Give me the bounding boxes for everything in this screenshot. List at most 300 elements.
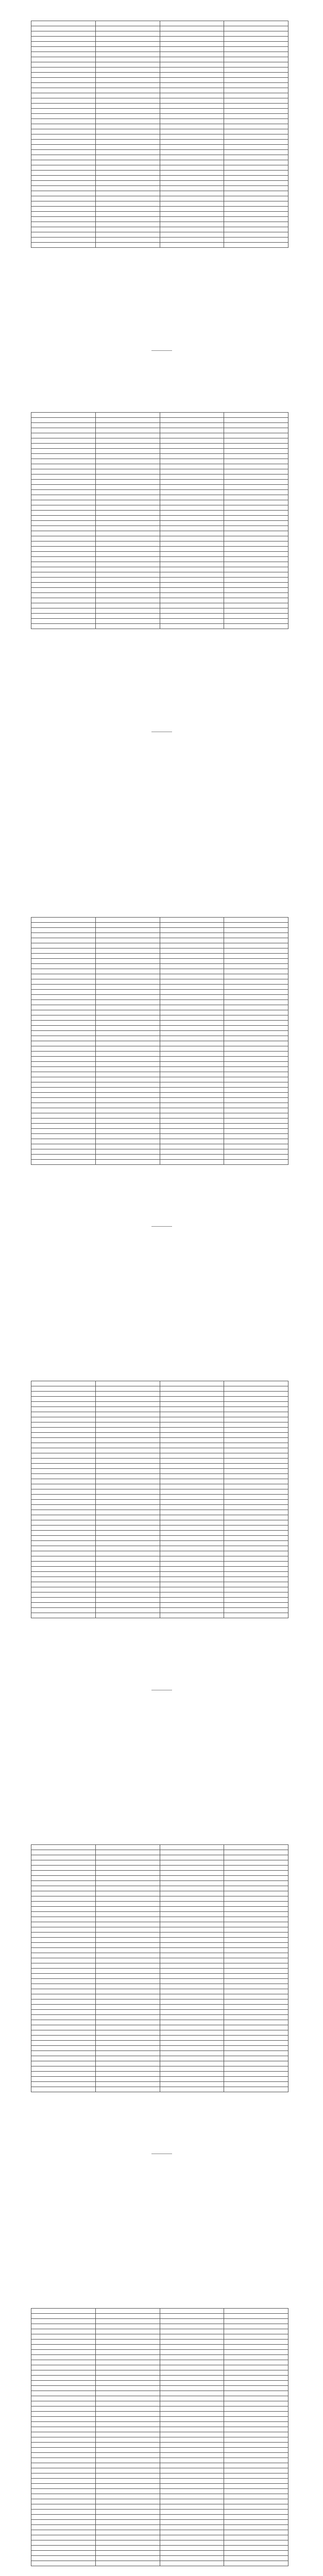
table-cell <box>160 603 224 608</box>
table-cell <box>31 2412 96 2417</box>
table-cell <box>95 109 160 114</box>
table-cell <box>160 2066 224 2072</box>
table-cell <box>31 2546 96 2551</box>
table-cell <box>95 990 160 995</box>
table-cell <box>95 2448 160 2453</box>
table-cell <box>31 1422 96 1428</box>
table-cell <box>31 1520 96 1526</box>
table-cell <box>95 2376 160 2381</box>
table-cell <box>160 2319 224 2324</box>
table-row <box>31 2324 288 2329</box>
table-cell <box>31 1866 96 1871</box>
table-cell <box>95 2530 160 2535</box>
table-cell <box>224 2319 288 2324</box>
table-row <box>31 2540 288 2546</box>
table-cell <box>95 1582 160 1587</box>
table-row <box>31 1021 288 1026</box>
table-cell <box>95 1474 160 1479</box>
table-cell <box>160 2520 224 2525</box>
table-row <box>31 619 288 624</box>
table-cell <box>224 1010 288 1015</box>
table-cell <box>31 490 96 495</box>
table-cell <box>224 2329 288 2334</box>
table-cell <box>160 1397 224 1402</box>
table-cell <box>160 1448 224 1453</box>
table-cell <box>31 1417 96 1422</box>
table-cell <box>31 2504 96 2510</box>
table-cell <box>224 547 288 552</box>
table-cell <box>224 2551 288 2556</box>
table-row <box>31 1417 288 1422</box>
table-row <box>31 1510 288 1515</box>
table-cell <box>31 1433 96 1438</box>
table-row <box>31 26 288 31</box>
table-row <box>31 160 288 165</box>
table-cell <box>160 1933 224 1938</box>
table-row <box>31 1603 288 1608</box>
table-cell <box>95 1072 160 1077</box>
table-cell <box>160 2082 224 2087</box>
table-cell <box>224 31 288 37</box>
table-cell <box>31 1860 96 1866</box>
table-row <box>31 428 288 433</box>
table-cell <box>224 1134 288 1139</box>
table-cell <box>224 124 288 129</box>
table-row <box>31 2345 288 2350</box>
table-cell <box>224 454 288 459</box>
table-cell <box>160 1958 224 1963</box>
table-row <box>31 1082 288 1088</box>
table-cell <box>95 2561 160 2566</box>
table-cell <box>95 1531 160 1536</box>
table-row <box>31 974 288 979</box>
table-cell <box>224 1000 288 1005</box>
table-cell <box>160 1562 224 1567</box>
table-cell <box>224 93 288 98</box>
table-cell <box>224 1124 288 1129</box>
table-row <box>31 140 288 145</box>
table-cell <box>31 1459 96 1464</box>
table-cell <box>224 1551 288 1556</box>
table-row <box>31 1093 288 1098</box>
table-cell <box>95 1896 160 1902</box>
table-cell <box>31 1448 96 1453</box>
table-row <box>31 2499 288 2504</box>
table-cell <box>95 2350 160 2355</box>
table-cell <box>224 1567 288 1572</box>
table-cell <box>95 954 160 959</box>
table-cell <box>95 1448 160 1453</box>
table-cell <box>31 2443 96 2448</box>
table-cell <box>160 2309 224 2314</box>
department-code-table <box>31 412 288 629</box>
table-cell <box>224 413 288 418</box>
table-row <box>31 155 288 160</box>
table-row <box>31 2422 288 2427</box>
table-cell <box>31 2417 96 2422</box>
table-cell <box>224 1381 288 1386</box>
table-cell <box>224 521 288 526</box>
table-row <box>31 1149 288 1155</box>
table-cell <box>160 227 224 232</box>
table-cell <box>95 2396 160 2401</box>
table-cell <box>31 1567 96 1572</box>
table-row <box>31 88 288 93</box>
table-cell <box>31 2025 96 2030</box>
table-row <box>31 2468 288 2473</box>
table-cell <box>160 1046 224 1052</box>
table-row <box>31 2087 288 2092</box>
table-cell <box>95 2417 160 2422</box>
table-cell <box>224 1520 288 1526</box>
table-cell <box>31 2314 96 2319</box>
table-cell <box>31 1582 96 1587</box>
table-cell <box>95 423 160 428</box>
table-cell <box>31 1943 96 1948</box>
table-cell <box>160 1531 224 1536</box>
table-row <box>31 536 288 541</box>
table-row <box>31 459 288 464</box>
table-cell <box>224 918 288 923</box>
table-row <box>31 42 288 47</box>
table-cell <box>95 1881 160 1886</box>
table-row <box>31 578 288 583</box>
table-cell <box>224 1062 288 1067</box>
table-row <box>31 1989 288 1994</box>
table-cell <box>160 1886 224 1891</box>
table-cell <box>160 624 224 629</box>
table-cell <box>160 2020 224 2025</box>
table-cell <box>31 1113 96 1118</box>
table-cell <box>224 1077 288 1082</box>
table-cell <box>224 969 288 974</box>
table-cell <box>160 1072 224 1077</box>
table-cell <box>31 1958 96 1963</box>
table-row <box>31 186 288 191</box>
table-cell <box>224 1556 288 1562</box>
table-cell <box>224 1999 288 2005</box>
table-cell <box>31 88 96 93</box>
table-row <box>31 191 288 196</box>
table-row <box>31 2520 288 2525</box>
table-cell <box>224 2025 288 2030</box>
table-cell <box>31 1948 96 1953</box>
table-cell <box>160 959 224 964</box>
table-row <box>31 232 288 238</box>
table-row <box>31 98 288 104</box>
table-cell <box>31 73 96 78</box>
table-row <box>31 1443 288 1448</box>
table-cell <box>224 2020 288 2025</box>
table-row <box>31 1428 288 1433</box>
table-cell <box>160 1160 224 1165</box>
table-cell <box>95 73 160 78</box>
table-cell <box>95 47 160 52</box>
table-cell <box>31 176 96 181</box>
table-cell <box>95 2494 160 2499</box>
table-row <box>31 134 288 140</box>
table-cell <box>95 562 160 567</box>
table-cell <box>224 444 288 449</box>
table-cell <box>95 624 160 629</box>
table-cell <box>224 428 288 433</box>
table-cell <box>160 2324 224 2329</box>
table-cell <box>31 2087 96 2092</box>
table-row <box>31 1386 288 1392</box>
attachment-2-page-1 <box>31 917 288 1216</box>
table-row <box>31 948 288 954</box>
table-cell <box>95 2036 160 2041</box>
table-cell <box>95 196 160 201</box>
table-row <box>31 57 288 62</box>
table-cell <box>31 2432 96 2437</box>
table-cell <box>224 1526 288 1531</box>
table-cell <box>224 1953 288 1958</box>
table-cell <box>95 938 160 943</box>
table-row <box>31 2458 288 2463</box>
table-cell <box>224 1046 288 1052</box>
table-cell <box>31 974 96 979</box>
table-cell <box>224 83 288 88</box>
table-cell <box>160 2345 224 2350</box>
table-row <box>31 1046 288 1052</box>
table-cell <box>31 1587 96 1592</box>
table-cell <box>95 1392 160 1397</box>
table-cell <box>95 1866 160 1871</box>
table-cell <box>31 165 96 171</box>
table-cell <box>224 1433 288 1438</box>
table-cell <box>31 2499 96 2504</box>
table-cell <box>224 500 288 505</box>
table-cell <box>31 1845 96 1850</box>
table-cell <box>31 1891 96 1896</box>
table-cell <box>160 2458 224 2463</box>
table-cell <box>95 2458 160 2463</box>
table-cell <box>224 232 288 238</box>
table-cell <box>95 1520 160 1526</box>
table-cell <box>160 1108 224 1113</box>
table-cell <box>160 948 224 954</box>
table-cell <box>31 1479 96 1484</box>
table-cell <box>224 1386 288 1392</box>
table-cell <box>95 521 160 526</box>
table-cell <box>160 1577 224 1582</box>
table-cell <box>224 1582 288 1587</box>
table-cell <box>160 52 224 57</box>
table-row <box>31 541 288 547</box>
table-cell <box>224 1005 288 1010</box>
table-cell <box>95 2314 160 2319</box>
table-cell <box>224 21 288 26</box>
table-cell <box>160 2561 224 2566</box>
table-cell <box>160 1902 224 1907</box>
table-row <box>31 1015 288 1021</box>
table-cell <box>31 583 96 588</box>
table-cell <box>31 1850 96 1855</box>
table-row <box>31 1902 288 1907</box>
table-row <box>31 511 288 516</box>
table-cell <box>95 2087 160 2092</box>
table-cell <box>95 1500 160 1505</box>
table-row <box>31 93 288 98</box>
table-cell <box>224 98 288 104</box>
table-row <box>31 124 288 129</box>
table-cell <box>31 438 96 444</box>
table-cell <box>160 500 224 505</box>
table-cell <box>160 1927 224 1933</box>
table-cell <box>95 238 160 243</box>
table-row <box>31 1999 288 2005</box>
table-cell <box>31 1000 96 1005</box>
table-row <box>31 1438 288 1443</box>
table-cell <box>31 2360 96 2365</box>
table-cell <box>31 191 96 196</box>
table-cell <box>160 47 224 52</box>
table-cell <box>95 1886 160 1891</box>
table-cell <box>224 176 288 181</box>
table-cell <box>160 104 224 109</box>
table-row <box>31 1551 288 1556</box>
table-cell <box>31 433 96 438</box>
table-row <box>31 1922 288 1927</box>
table-cell <box>95 459 160 464</box>
table-cell <box>95 428 160 433</box>
table-cell <box>160 438 224 444</box>
table-cell <box>95 1082 160 1088</box>
table-cell <box>95 1953 160 1958</box>
table-cell <box>160 109 224 114</box>
table-cell <box>224 567 288 572</box>
table-cell <box>31 1999 96 2005</box>
table-cell <box>224 2046 288 2051</box>
table-cell <box>160 67 224 73</box>
table-cell <box>95 464 160 469</box>
table-cell <box>95 516 160 521</box>
table-cell <box>95 1093 160 1098</box>
table-cell <box>31 1386 96 1392</box>
table-row <box>31 62 288 67</box>
table-cell <box>160 1917 224 1922</box>
table-cell <box>95 1546 160 1551</box>
table-cell <box>224 201 288 207</box>
table-cell <box>224 1866 288 1871</box>
table-row <box>31 1113 288 1118</box>
table-cell <box>95 454 160 459</box>
table-cell <box>95 1551 160 1556</box>
table-row <box>31 614 288 619</box>
table-cell <box>160 2010 224 2015</box>
table-cell <box>31 1149 96 1155</box>
table-cell <box>95 2386 160 2391</box>
table-cell <box>224 1474 288 1479</box>
table-cell <box>224 1108 288 1113</box>
table-cell <box>95 2479 160 2484</box>
table-row <box>31 454 288 459</box>
table-cell <box>31 171 96 176</box>
table-cell <box>160 1587 224 1592</box>
table-cell <box>224 2468 288 2473</box>
table-cell <box>95 1860 160 1866</box>
table-cell <box>31 1139 96 1144</box>
table-cell <box>95 614 160 619</box>
table-cell <box>95 1428 160 1433</box>
table-cell <box>224 1531 288 1536</box>
table-cell <box>31 1041 96 1046</box>
table-cell <box>160 2056 224 2061</box>
table-cell <box>95 918 160 923</box>
table-cell <box>224 1510 288 1515</box>
table-cell <box>224 238 288 243</box>
table-cell <box>160 480 224 485</box>
table-cell <box>160 1422 224 1428</box>
table-row <box>31 1917 288 1922</box>
table-cell <box>224 2376 288 2381</box>
table-cell <box>31 2458 96 2463</box>
table-cell <box>160 974 224 979</box>
table-row <box>31 521 288 526</box>
table-cell <box>31 2437 96 2443</box>
table-cell <box>31 1124 96 1129</box>
table-row <box>31 129 288 134</box>
table-cell <box>31 918 96 923</box>
table-cell <box>95 88 160 93</box>
table-cell <box>224 2453 288 2458</box>
table-cell <box>160 165 224 171</box>
table-cell <box>224 2056 288 2061</box>
table-cell <box>31 2463 96 2468</box>
table-row <box>31 2473 288 2479</box>
table-cell <box>31 2401 96 2406</box>
table-cell <box>95 1412 160 1417</box>
table-cell <box>160 572 224 578</box>
table-cell <box>224 954 288 959</box>
table-cell <box>31 1902 96 1907</box>
table-cell <box>160 1994 224 1999</box>
table-row <box>31 1026 288 1031</box>
table-cell <box>224 603 288 608</box>
table-cell <box>224 1438 288 1443</box>
table-cell <box>31 1577 96 1582</box>
table-cell <box>224 2355 288 2360</box>
table-cell <box>224 1464 288 1469</box>
table-cell <box>224 1958 288 1963</box>
table-cell <box>95 572 160 578</box>
table-cell <box>31 933 96 938</box>
table-cell <box>95 1433 160 1438</box>
table-cell <box>160 1608 224 1613</box>
table-cell <box>31 1608 96 1613</box>
table-row <box>31 1881 288 1886</box>
table-cell <box>160 1979 224 1984</box>
table-cell <box>224 1041 288 1046</box>
table-cell <box>95 526 160 531</box>
table-cell <box>95 1134 160 1139</box>
table-row <box>31 1577 288 1582</box>
table-cell <box>224 1922 288 1927</box>
table-cell <box>160 196 224 201</box>
table-cell <box>160 73 224 78</box>
table-cell <box>160 1582 224 1587</box>
table-cell <box>31 2422 96 2427</box>
table-cell <box>95 413 160 418</box>
table-cell <box>160 238 224 243</box>
table-cell <box>95 1963 160 1969</box>
table-cell <box>160 1974 224 1979</box>
table-cell <box>160 2061 224 2066</box>
table-cell <box>31 495 96 500</box>
table-row <box>31 2051 288 2056</box>
table-cell <box>95 2551 160 2556</box>
